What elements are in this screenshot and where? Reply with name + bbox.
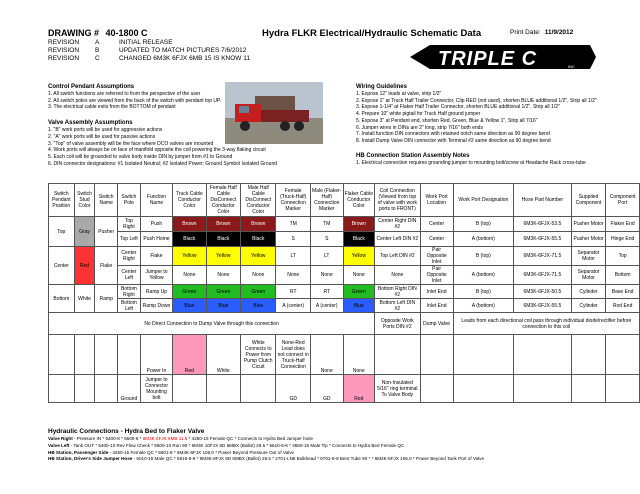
hb-station-heading: HB Connection Station Assembly Notes (356, 152, 470, 159)
cell: Base End (606, 285, 640, 299)
cell: Bottom Left (118, 299, 141, 313)
cell: B (top) (453, 285, 513, 299)
cell: Green (343, 285, 375, 299)
cell: Center (420, 232, 453, 247)
cell (453, 335, 513, 375)
cell: Yellow (343, 247, 375, 266)
line-label: HB Station, Passenger Side (48, 449, 109, 455)
revision-row (48, 55, 250, 63)
cell: No Direct Connection to Dump Valve through this connection (49, 313, 375, 335)
header-row (49, 184, 640, 217)
note-line: 3. "Top" of valve assembly will be the face where DCO valves are mounted (48, 140, 214, 147)
revision-letter: B (95, 47, 100, 54)
col-header: Switch Name (95, 184, 118, 217)
note-line: 1. Electrical connection requires grounding jumper to mounting bolt/screw at Headache Rack cross-tube (356, 159, 586, 166)
cell: Blue (241, 299, 276, 313)
col-header: Switch Stud Color (74, 184, 95, 217)
cell: None (310, 266, 343, 285)
revision-desc: INITIAL RELEASE (119, 39, 173, 46)
cell: Separator Motor (571, 266, 606, 285)
cell: Green (241, 285, 276, 299)
col-header: Male Half Cable DisConnect Conductor Color (241, 184, 276, 217)
cell: Black (241, 232, 276, 247)
note-line: 2. Expose 1" at Truck Half Trailer Connector, Clip RED (not used), shorten BLUE additional 1/2", Strip all 1/2" (356, 97, 597, 104)
cell: TM (276, 217, 310, 232)
cell: Ground (118, 375, 141, 403)
col-header: Hose Part Number (513, 184, 571, 217)
revision-letter: C (95, 55, 100, 62)
col-header: Male (Flaker-Half) Connection Marker (310, 184, 343, 217)
col-header: Coil Connection (Viewed from top of valve with work ports to FRONT) (375, 184, 421, 217)
cell: Brown (173, 217, 206, 232)
cell: Black (206, 232, 241, 247)
cell: Flake (95, 247, 118, 285)
cell: GD (310, 375, 343, 403)
line-label: Valve Left (48, 442, 70, 448)
footer-line (48, 443, 638, 450)
drawing-value: 40-1800 C (105, 28, 148, 38)
note-line: 5. Each coil will be grounded to valve body inside DIN by jumper from #1 to Ground (48, 153, 233, 160)
cell: A (bottom) (453, 232, 513, 247)
cell (49, 375, 75, 403)
cell: 6M3K-6FJX-53.5 (513, 217, 571, 232)
cell: White Connects to Power from Pump Clutch Cicuit (241, 335, 276, 375)
line-text: - 6010-15 Male QC * 6615-8-8 * 6M3K-8FJX 8D 6MBX (Ballot) 26.5 * 2701-LN8 Bulkhead * 6701-8-8 Bent Tube 90 * * 6M3K-6FJX 106.0 * Power Beyond Tank Port of Valve (132, 456, 485, 462)
table-row (49, 247, 640, 266)
cell: GD (276, 375, 310, 403)
cell (49, 335, 75, 375)
wiring-heading: Wiring Guidelines (356, 84, 407, 90)
note-line: 6. Jumper wires in DINs are 2" long, strip 7/16" both ends (356, 124, 483, 131)
cell: Non-Insulated 5/16" ring terminal To Valve Body (375, 375, 421, 403)
cell: Center Left DIN #2 (375, 232, 421, 247)
footer-heading: Hydraulic Connections - Hydra Bed to Flaker Valve (48, 428, 205, 435)
col-header: Switch Pole (118, 184, 141, 217)
revision-label: REVISION (48, 55, 80, 62)
cell (571, 375, 606, 403)
cell: Inlet End (420, 299, 453, 313)
cell: S (310, 232, 343, 247)
cell: Red (343, 375, 375, 403)
revision-desc: CHANGED 6M3K 6FJX 6MB 15 IS KNOW 11 (119, 55, 250, 62)
note-line: 4. Prepare 10" white pigtail for Truck Half ground jumper (356, 111, 481, 118)
note-line: 3. The electrical cable exits from the BOTTOM of pendant (48, 104, 176, 111)
cell: Bottom (606, 266, 640, 285)
note-line: 1. All switch functions are referred to from the perspective of the user (48, 91, 201, 97)
cell: Blue (173, 299, 206, 313)
table-row (49, 335, 640, 375)
cell: Red (173, 335, 206, 375)
cell: Hinge End (606, 232, 640, 247)
col-header: Supplied Component (571, 184, 606, 217)
cell (513, 375, 571, 403)
cell: None (343, 266, 375, 285)
cell (606, 375, 640, 403)
logo-text: TRIPLE C (438, 48, 538, 70)
cell: Pair Opposite Inlet (420, 266, 453, 285)
cell (74, 335, 95, 375)
table-row (49, 375, 640, 403)
cell (453, 375, 513, 403)
table-row (49, 299, 640, 313)
note-line: 1. "B" work ports will be used for aggressive actions (48, 127, 163, 134)
cell (118, 335, 141, 375)
cell: Pusher (95, 217, 118, 247)
cell: Cylinder (571, 299, 606, 313)
cell: A (center) (310, 299, 343, 313)
cell (375, 335, 421, 375)
cell: Power In (140, 335, 172, 375)
cell: RT (276, 285, 310, 299)
line-text: - Pressure IN * 5400-8 * 6500-8 * (72, 436, 143, 441)
cell: Center Left (118, 266, 141, 285)
col-header: Switch Pendant Position (49, 184, 75, 217)
cell: Brown (206, 217, 241, 232)
cell (420, 375, 453, 403)
cell: Red (74, 247, 95, 285)
schematic-table (48, 183, 640, 403)
cell: Brown (343, 217, 375, 232)
cell: Dump Valve (420, 313, 453, 335)
note-line: 7. Install function DIN connectors with retained notch same direction as 90 degree bend (356, 131, 550, 138)
cell: Inlet End (420, 285, 453, 299)
cell: White (74, 285, 95, 313)
cell: Center Right DIN #2 (375, 217, 421, 232)
cell: S (276, 232, 310, 247)
col-header: Work Port Designation (453, 184, 513, 217)
logo-sub: INC (568, 64, 575, 69)
cell: Opposite Work Ports DIN #2 (375, 313, 421, 335)
cell: Center Right (118, 247, 141, 266)
col-header: Component Port (606, 184, 640, 217)
cell: RT (310, 285, 343, 299)
cell: Top (49, 217, 75, 247)
document-title: Hydra FLKR Electrical/Hydraulic Schematic Data (262, 28, 482, 39)
cell: Green (173, 285, 206, 299)
cell (606, 335, 640, 375)
footer-line (48, 436, 638, 443)
cell: B (top) (453, 247, 513, 266)
cell: Yellow (173, 247, 206, 266)
cell: 6M3K-6FJX-71.5 (513, 266, 571, 285)
cell: A (bottom) (453, 299, 513, 313)
drawing-label: DRAWING # (48, 28, 100, 38)
col-header: Female Half Cable DisConnect Conductor Color (206, 184, 241, 217)
cell (74, 375, 95, 403)
cell: Pair Opposite Inlet (420, 247, 453, 266)
note-line: 5. Expose 3" at Pendant end, shorten Red, Green, Blue & Yellow 1", Strip all 7/16" (356, 117, 538, 124)
print-date (510, 29, 573, 36)
note-line: 8. Install Dump Valve DIN connector with Terminal #2 same direction as 90 degree bend (356, 137, 551, 144)
print-date-label: Print Date: (510, 29, 541, 36)
cell: 6M3K-6FJX-71.5 (513, 247, 571, 266)
cell: Top Left DIN #2 (375, 247, 421, 266)
cell: Jumper to Connector Mounting bolt (140, 375, 172, 403)
footer-line (48, 450, 638, 457)
cell: A (center) (276, 299, 310, 313)
revision-block (48, 28, 250, 63)
cell: None (343, 335, 375, 375)
table-row (49, 285, 640, 299)
cell: Ramp Up (140, 285, 172, 299)
cell: Yellow (206, 247, 241, 266)
note-line: 1. Expose 12" leads at valve, strip 1/2" (356, 91, 442, 97)
assumptions-notes (48, 79, 348, 167)
cell: Blue (206, 299, 241, 313)
cell: Cylinder (571, 285, 606, 299)
footer-line (48, 456, 638, 463)
print-date-value: 11/9/2012 (544, 29, 574, 36)
cell: Center (49, 247, 75, 285)
cell: Center (420, 217, 453, 232)
cell: Gray (74, 217, 95, 247)
cell: None (276, 266, 310, 285)
cell: Top Right (118, 217, 141, 232)
cell (513, 335, 571, 375)
note-line: 3. Expose 1-1/4" at Flaker Half Trailer Connector, shorten BLUE additional 1/2", Strip all 1/2" (356, 104, 560, 111)
cell: Pusher Motor (571, 232, 606, 247)
wiring-notes (356, 79, 626, 166)
line-label: HB Station, Driver's Side Jumper Hose (48, 456, 133, 462)
cell: A (bottom) (453, 266, 513, 285)
col-header: Function Name (140, 184, 172, 217)
cell: None (173, 266, 206, 285)
cell: Bottom Right (118, 285, 141, 299)
triple-c-logo (410, 42, 600, 72)
cell: Separator Motor (571, 247, 606, 266)
revision-row (48, 39, 250, 47)
cell: Ramp (95, 285, 118, 313)
control-pendant-heading: Control Pendant Assumptions (48, 84, 135, 90)
cell: 6M3K-6FJX-50.5 (513, 285, 571, 299)
cell: Top Left (118, 232, 141, 247)
cell: None-Red Lead does not connect in Truck-Half Connection (276, 335, 310, 375)
revision-letter: A (95, 39, 100, 46)
cell: Jumper to Yellow (140, 266, 172, 285)
cell: Ramp Down (140, 299, 172, 313)
cell: Flaker End (606, 217, 640, 232)
line-text: - 4250-15 Female QC * 5601-8 * 6M3K-6FJX 106.0 * Power Beyond Pressure Out of Valve (108, 449, 295, 455)
cell: 6M3K-6FJX-55.5 (513, 299, 571, 313)
cell: TM (310, 217, 343, 232)
note-line: 2. "A" work ports will be used for passive actions (48, 133, 156, 140)
revision-label: REVISION (48, 47, 80, 54)
cell: Rod End (606, 299, 640, 313)
table-row (49, 266, 640, 285)
cell: None (241, 266, 276, 285)
cell: None (310, 335, 343, 375)
cell: Pusher Motor (571, 217, 606, 232)
cell: Bottom (49, 285, 75, 313)
col-header: Flaker Cable Conductor Color (343, 184, 375, 217)
note-line: 2. All switch poles are viewed from the back of the switch with pendant top UP. (48, 97, 222, 104)
hydraulic-connections (48, 427, 638, 463)
note-line: 4. Work ports will always be on face of manifold opposite the coil powering the 3-way flaking circuit (48, 147, 266, 154)
line-text: - Tank OUT * 5400-10 Rev Flow Check * 6500-10 Run 90 * 6M3K 10FJX 8D 6MBX (Ballot) 29.5 * 5610-8-6 * 4550-15 Male Tip * Connects to Hydra Bed Female QC (69, 442, 405, 448)
cell: None (206, 266, 241, 285)
cell (95, 375, 118, 403)
cell: Bottom Left DIN #2 (375, 299, 421, 313)
cell (241, 375, 276, 403)
cell: Push Home (140, 232, 172, 247)
valve-assembly-heading: Valve Assembly Assumptions (48, 120, 133, 127)
table-row (49, 232, 640, 247)
cell (173, 375, 206, 403)
line-text: * 4250-15 Female QC * Connects to Hydra Bed Jumper hose (187, 436, 313, 441)
cell: None (375, 266, 421, 285)
revision-row (48, 47, 250, 55)
table-row (49, 313, 640, 335)
cell: LT (310, 247, 343, 266)
cell: LT (276, 247, 310, 266)
cell: Green (206, 285, 241, 299)
cell: Push (140, 217, 172, 232)
cell: Brown (241, 217, 276, 232)
drawing-number (48, 28, 250, 39)
cell (420, 335, 453, 375)
cell: White (206, 335, 241, 375)
cell: Yellow (241, 247, 276, 266)
cell: Black (343, 232, 375, 247)
line-highlight: 6M3K 6FJX 6MB 11.5 (142, 436, 188, 441)
cell: Flake (140, 247, 172, 266)
cell (571, 335, 606, 375)
cell: Black (173, 232, 206, 247)
cell: Blue (343, 299, 375, 313)
col-header: Female (Truck-Half) Connection Marker (276, 184, 310, 217)
cell: Top (606, 247, 640, 266)
revision-label: REVISION (48, 39, 80, 46)
cell: Bottom Right DIN #2 (375, 285, 421, 299)
cell: 6M3K-6FJX-55.5 (513, 232, 571, 247)
col-header: Work Port Location (420, 184, 453, 217)
note-line: 6. DIN connector designations: #1 Isolated Neutral; #2 Isolated Power; Ground Symbol Isolated Ground (48, 160, 278, 167)
cell: Leads from each directional coil pass through individual diode/rectifier before connection to this coil (453, 313, 639, 335)
col-header: Truck Cable Conductor Color (173, 184, 206, 217)
revision-desc: UPDATED TO MATCH PICTURES 7/6/2012 (119, 47, 247, 54)
cell (95, 335, 118, 375)
table-row (49, 217, 640, 232)
cell: B (top) (453, 217, 513, 232)
line-label: Valve Right (48, 436, 73, 441)
cell (206, 375, 241, 403)
